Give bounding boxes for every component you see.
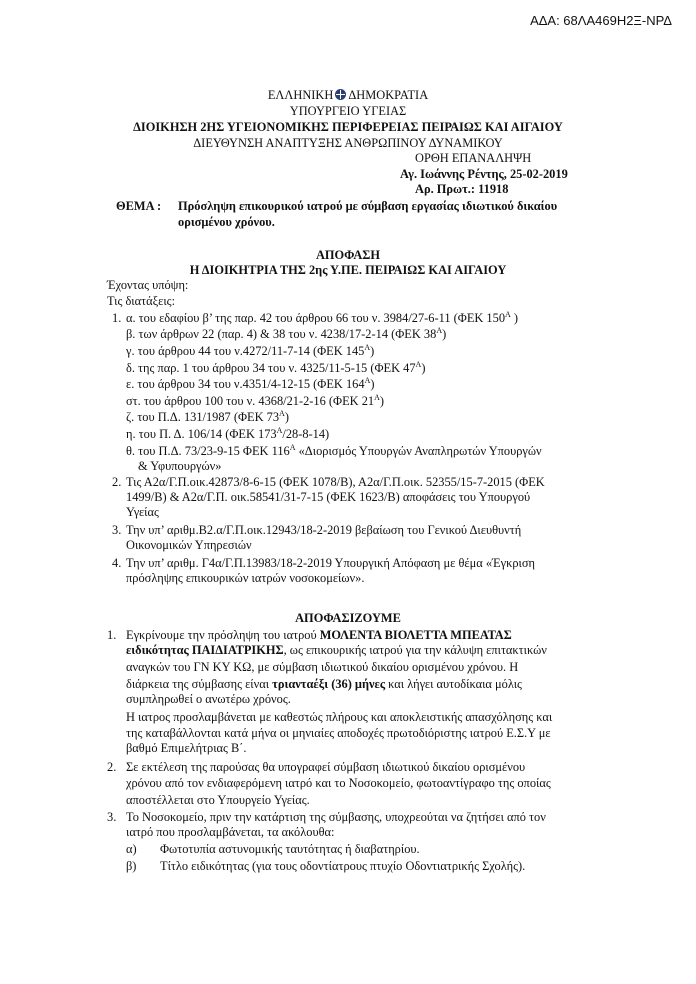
list-number: 1. [112, 311, 122, 325]
decide-1-line-3: αναγκών του ΓΝ ΚΥ ΚΩ, με σύμβαση ιδιωτικού δικαίου ορισμένου χρόνου. Η [126, 660, 519, 674]
decision-title: ΑΠΟΦΑΣΗ [315, 248, 381, 262]
decide-1-line-7: της καταβάλλονται κατά μήνα οι μηνιαίες αποδοχές πρωτοδιόριστης ιατρού Ε.Σ.Υ με [126, 726, 551, 740]
list-number: 2. [112, 475, 122, 489]
sub-item-a: Φωτοτυπία αστυνομικής ταυτότητας ή διαβατηρίου. [160, 842, 420, 856]
decide-1-line-4: διάρκεια της σύμβασης είναι τριανταέξι (36) μήνες και λήγει αυτοδίκαια μόλις [126, 677, 522, 691]
having-regard: Έχοντας υπόψη: [107, 278, 189, 292]
decide-1-line-5: συμπληρωθεί ο ανωτέρω χρόνος. [126, 692, 291, 706]
consideration-4-line-1: Την υπ’ αριθμ. Γ4α/Γ.Π.13983/18-2-2019 Υπουργική Απόφαση με θέμα «Έγκριση [126, 556, 536, 570]
list-number: 3. [107, 810, 117, 824]
contract-duration: τριανταέξι (36) μήνες [272, 677, 386, 691]
sub-item-label: α) [126, 842, 137, 856]
subject-line-1: Πρόσληψη επικουρικού ιατρού με σύμβαση εργασίας ιδιωτικού δικαίου [178, 199, 558, 213]
protocol-number: Αρ. Πρωτ.: 11918 [415, 182, 509, 196]
consideration-d: δ. της παρ. 1 του άρθρου 34 του ν. 4325/11-5-15 (ΦΕΚ $47^A$) [126, 359, 426, 375]
decide-3-line-2: ιατρό που προσλαμβάνεται, τα ακόλουθα: [126, 825, 335, 839]
consideration-3-line-2: Οικονομικών Υπηρεσιών [126, 538, 252, 552]
consideration-h: η. του Π. Δ. 106/14 (ΦΕΚ $173^A/28-8-14$) [126, 425, 330, 441]
correction-notice: ΟΡΘΗ ΕΠΑΝΑΛΗΨΗ [415, 151, 532, 165]
list-number: 2. [107, 760, 117, 774]
consideration-2-line-1: Τις Α2α/Γ.Π.οικ.42873/8-6-15 (ΦΕΚ 1078/Β), Α2α/Γ.Π.οικ. 52355/15-7-2015 (ΦΕΚ [126, 475, 545, 489]
consideration-2-line-2: 1499/Β) & Α2α/Γ.Π. οικ.58541/31-7-15 (ΦΕΚ 1623/Β) αποφάσεις του Υπουργού [126, 490, 531, 504]
sub-item-b: Τίτλο ειδικότητας (για τους οδοντίατρους πτυχίο Οδοντιατρικής Σχολής). [160, 859, 526, 873]
place-date: Αγ. Ιωάννης Ρέντης, 25-02-2019 [400, 167, 568, 181]
consideration-2-line-3: Υγείας [126, 505, 159, 519]
decide-1-line-6: Η ιατρος προσλαμβάνεται με καθεστώς πλήρους και αποκλειστικής απασχόλησης και [126, 710, 553, 724]
decide-1-line-1: Εγκρίνουμε την πρόσληψη του ιατρού ΜΟΛΕΝΤΑ ΒΙΟΛΕΤΤΑ ΜΠΕΑΤΑΣ [126, 628, 512, 642]
decide-2-line-1: Σε εκτέλεση της παρούσας θα υπογραφεί σύμβαση ιδιωτικού δικαίου ορισμένου [126, 760, 526, 774]
consideration-th-cont: & Υφυπουργών» [138, 459, 222, 473]
list-number: 1. [107, 628, 117, 642]
decide-2-line-2: χρόνου από τον ενδιαφερόμενη ιατρό και το Νοσοκομείο, φωτοαντίγραφο της οποίας [126, 776, 551, 790]
specialty: ειδικότητας ΠΑΙΔΙΑΤΡΙΚΗΣ [126, 643, 284, 657]
consideration-a: α. του εδαφίου β’ της παρ. 42 του άρθρου 66 του ν. 3984/27-6-11 (ΦΕΚ $150^A$ ) [126, 309, 519, 325]
greek-emblem-icon [335, 89, 346, 100]
subject-label: ΘΕΜΑ : [116, 199, 162, 213]
consideration-z: ζ. του Π.Δ. 131/1987 (ΦΕΚ $73^A$) [126, 408, 289, 424]
authority-name: ΔΙΟΙΚΗΣΗ 2ΗΣ ΥΓΕΙΟΝΟΜΙΚΗΣ ΠΕΡΙΦΕΡΕΙΑΣ ΠΕΙΡΑΙΩΣ ΚΑΙ ΑΙΓΑΙΟΥ [133, 120, 563, 134]
decide-1-line-8: βαθμό Επιμελήτριας Β΄. [126, 741, 247, 755]
directorate-name: ΔΙΕΥΘΥΝΣΗ ΑΝΑΠΤΥΞΗΣ ΑΝΘΡΩΠΙΝΟΥ ΔΥΝΑΜΙΚΟΥ [193, 136, 503, 150]
consideration-4-line-2: πρόσληψης επικουρικών ιατρών νοσοκομείων». [126, 571, 365, 585]
consideration-e: ε. του άρθρου 34 του ν.4351/4-12-15 (ΦΕΚ $164^A$) [126, 375, 375, 391]
ministry-name: ΥΠΟΥΡΓΕΙΟ ΥΓΕΙΑΣ [289, 104, 407, 118]
republic-right: ΔΗΜΟΚΡΑΤΙΑ [348, 88, 429, 102]
decide-title: ΑΠΟΦΑΣΙΖΟΥΜΕ [295, 611, 401, 625]
doctor-name: ΜΟΛΕΝΤΑ ΒΙΟΛΕΤΤΑ ΜΠΕΑΤΑΣ [319, 628, 512, 642]
decision-subtitle: Η ΔΙΟΙΚΗΤΡΙΑ ΤΗΣ 2ης Υ.ΠΕ. ΠΕΙΡΑΙΩΣ ΚΑΙ ΑΙΓΑΙΟΥ [189, 263, 507, 277]
consideration-c: γ. του άρθρου 44 του ν.4272/11-7-14 (ΦΕΚ $145^A$) [126, 342, 375, 358]
provisions-intro: Τις διατάξεις: [107, 294, 176, 308]
republic-left: ΕΛΛΗΝΙΚΗ [267, 88, 334, 102]
consideration-b: β. των άρθρων 22 (παρ. 4) & 38 του ν. 4238/17-2-14 (ΦΕΚ $38^A$) [126, 325, 447, 341]
consideration-st: στ. του άρθρου 100 του ν. 4368/21-2-16 (ΦΕΚ $21^A$) [126, 392, 385, 408]
decide-1-line-2: ειδικότητας ΠΑΙΔΙΑΤΡΙΚΗΣ, ως επικουρικής ιατρού για την κάλυψη επιτακτικών [126, 643, 547, 657]
republic-heading [0, 88, 696, 103]
subject-line-2: ορισμένου χρόνου. [178, 215, 275, 229]
list-number: 3. [112, 523, 122, 537]
decide-2-line-3: αποστέλλεται στο Υπουργείο Υγείας. [126, 793, 310, 807]
ada-code: ΑΔΑ: 68ΛΑ469Η2Ξ-ΝΡΔ [530, 13, 672, 28]
decide-3-line-1: Το Νοσοκομείο, πριν την κατάρτιση της σύμβασης, υποχρεούται να ζητήσει από τον [126, 810, 546, 824]
consideration-3-line-1: Την υπ’ αριθμ.Β2.α/Γ.Π.οικ.12943/18-2-2019 βεβαίωση του Γενικού Διευθυντή [126, 523, 522, 537]
consideration-th: θ. του Π.Δ. 73/23-9-15 ΦΕΚ $116^A$ «Διορισμός Υπουργών Αναπληρωτών Υπουργών [126, 442, 542, 458]
list-number: 4. [112, 556, 122, 570]
sub-item-label: β) [126, 859, 137, 873]
